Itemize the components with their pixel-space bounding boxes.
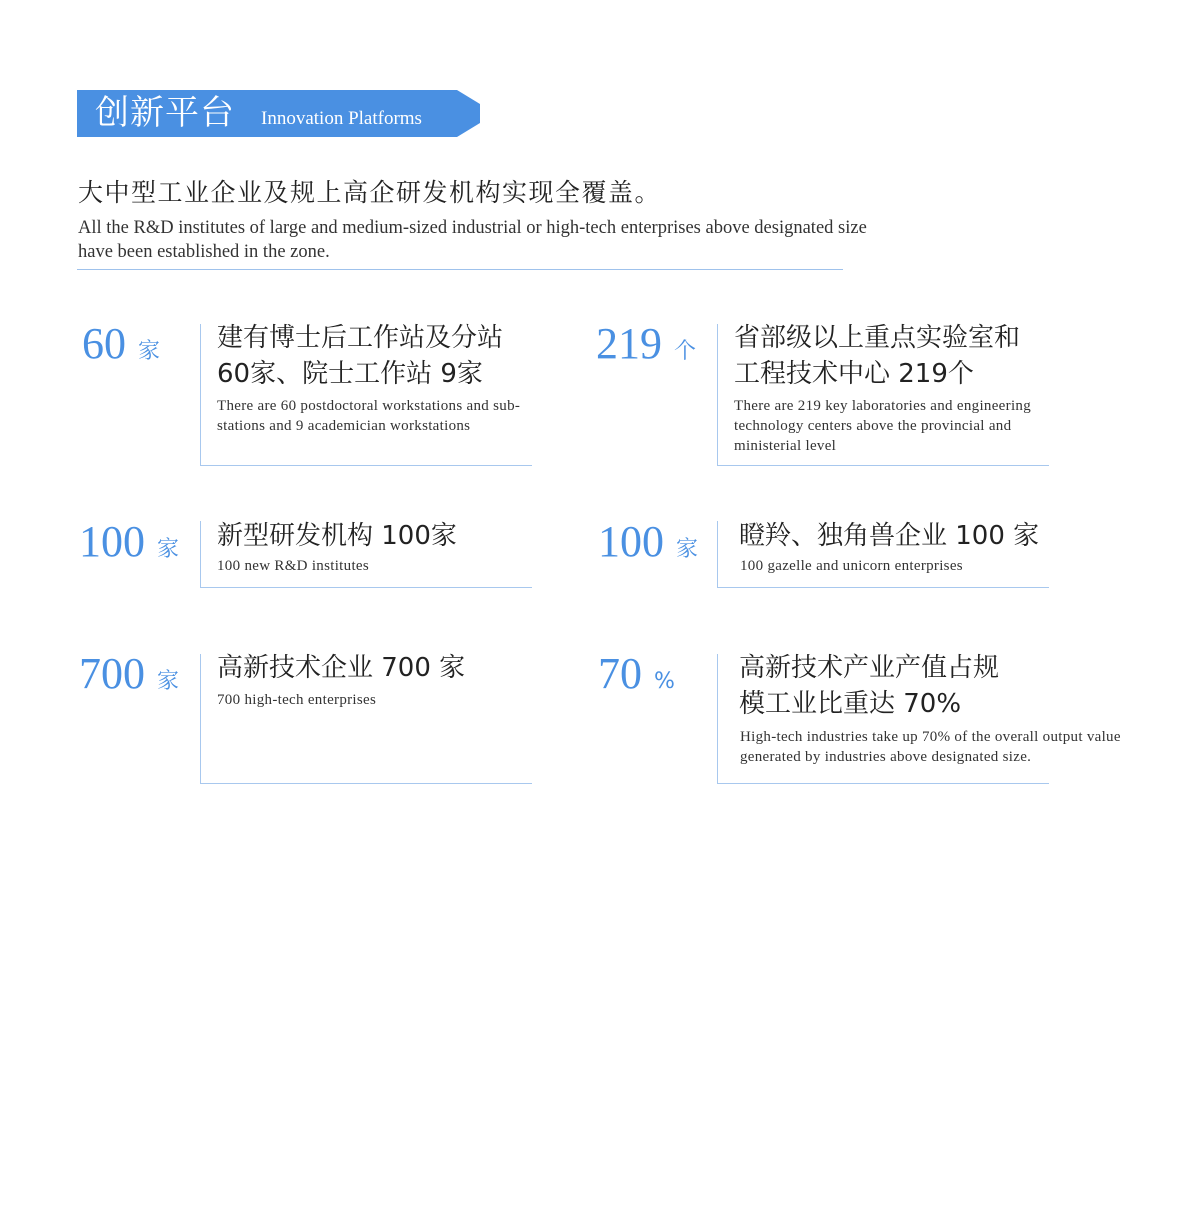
intro-divider [77, 269, 843, 270]
banner-title-en: Innovation Platforms [261, 108, 422, 129]
section-banner [77, 90, 480, 137]
stat-desc-zh-line1: 建有博士后工作站及分站 [217, 323, 504, 353]
stat-desc-zh-line2: 模工业比重达 70% [739, 689, 962, 719]
stat-number [82, 320, 160, 376]
stat-unit: 家 [676, 537, 699, 562]
stat-number [596, 320, 696, 376]
stat-desc-zh-line2: 工程技术中心 219个 [734, 359, 974, 389]
banner-title-zh: 创新平台 [95, 93, 235, 133]
stat-value: 219 [596, 319, 662, 368]
stat-unit: 家 [138, 339, 161, 364]
stat-unit: 家 [157, 537, 180, 562]
stat-unit: 家 [157, 669, 180, 694]
stat-value: 70 [598, 649, 642, 698]
stat-desc-en: High-tech industries take up 70% of the overall output value generated by industries above designated size. [740, 729, 1121, 765]
stat-unit: 个 [674, 339, 697, 364]
stat-value: 60 [82, 319, 126, 368]
intro-heading-zh: 大中型工业企业及规上高企研发机构实现全覆盖。 [78, 178, 662, 207]
stat-number [79, 518, 179, 574]
stat-desc-en: There are 219 key laboratories and engineering technology centers above the provincial and ministerial level [734, 398, 1032, 454]
stat-number [598, 650, 675, 706]
stat-desc-zh-line1: 高新技术产业产值占规 [739, 653, 1000, 683]
stat-number [79, 650, 179, 706]
stat-desc-en: 700 high-tech enterprises [217, 692, 377, 708]
stat-value: 100 [598, 517, 664, 566]
stat-value: 700 [79, 649, 145, 698]
stat-number [598, 518, 698, 574]
stat-unit: % [654, 669, 675, 694]
stat-value: 100 [79, 517, 145, 566]
stat-desc-zh-line2: 60家、院士工作站 9家 [217, 359, 483, 389]
stat-desc-zh-line1: 瞪羚、独角兽企业 100 家 [739, 521, 1040, 551]
stat-desc-en: 100 new R&D institutes [217, 558, 370, 574]
stat-desc-zh-line1: 高新技术企业 700 家 [217, 653, 466, 683]
stat-desc-en: 100 gazelle and unicorn enterprises [740, 558, 963, 574]
intro-text-en: All the R&D institutes of large and medium-sized industrial or high-tech enterprises above designated size have been established in the zone. [78, 218, 867, 262]
stat-desc-zh-line1: 省部级以上重点实验室和 [734, 323, 1021, 353]
stat-desc-en: There are 60 postdoctoral workstations and sub-stations and 9 academician workstations [217, 398, 521, 434]
stat-desc-zh-line1: 新型研发机构 100家 [217, 521, 457, 551]
